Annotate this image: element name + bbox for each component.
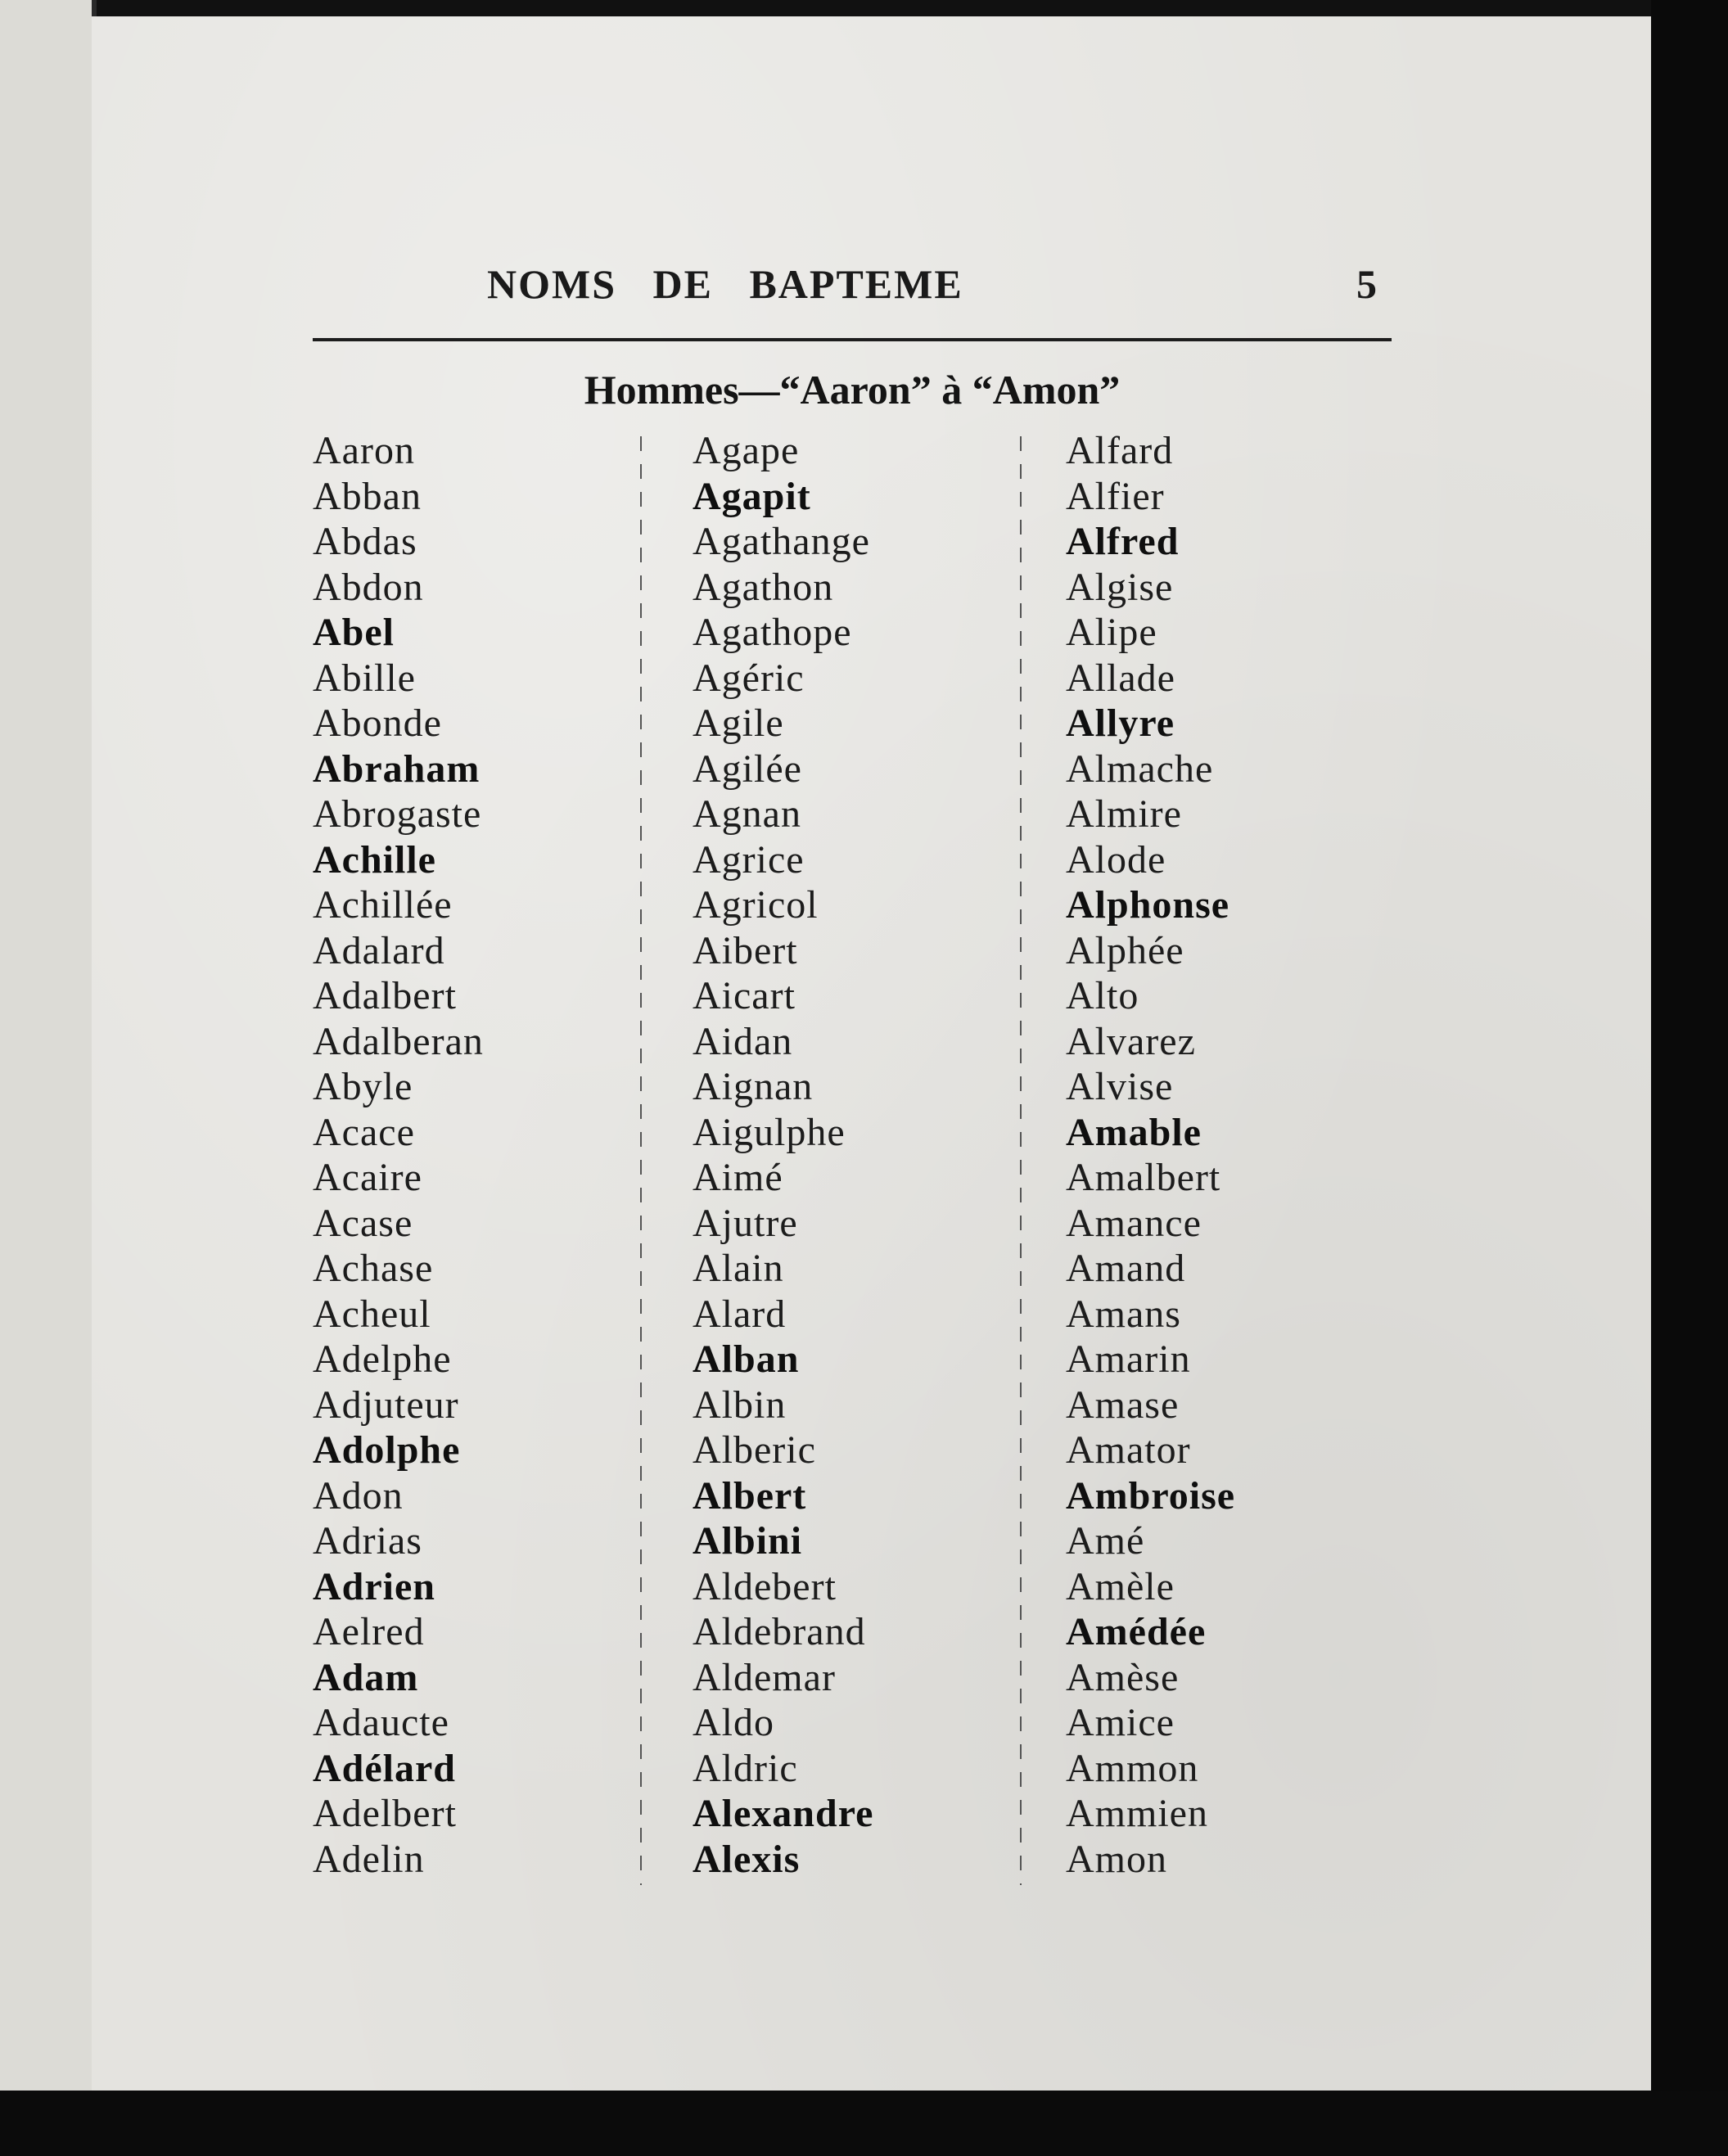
name-entry: Acheul: [313, 1292, 431, 1336]
name-entry: Adon: [313, 1473, 404, 1518]
name-entry: Alphonse: [1066, 883, 1230, 927]
name-entry: Amance: [1066, 1201, 1202, 1245]
name-entry: Aldo: [693, 1701, 774, 1744]
name-entry: Acase: [313, 1201, 413, 1245]
facing-page-edge: [0, 0, 97, 2091]
name-entry: Aldebert: [693, 1564, 837, 1608]
name-entry: Albini: [693, 1519, 803, 1563]
name-entry: Alberic: [693, 1428, 816, 1472]
name-entry: Agathange: [693, 520, 870, 563]
name-entry: Aimé: [693, 1156, 783, 1199]
name-entry: Agilée: [693, 746, 802, 791]
name-entry: Alto: [1066, 974, 1139, 1017]
name-entry: Aldric: [693, 1746, 798, 1790]
name-entry: Albin: [693, 1382, 787, 1427]
section-heading: Hommes—“Aaron” à “Amon”: [584, 367, 1121, 413]
name-entry: Acace: [313, 1110, 415, 1154]
name-entry: Alvise: [1066, 1065, 1174, 1108]
name-entry: Agricol: [693, 883, 819, 927]
name-entry: Abonde: [313, 701, 442, 745]
name-entry: Acaire: [313, 1156, 422, 1199]
name-entry: Alfier: [1066, 474, 1165, 518]
name-entry: Agile: [693, 701, 784, 745]
name-entry: Amalbert: [1066, 1156, 1221, 1199]
name-entry: Alphée: [1066, 928, 1184, 972]
name-entry: Abel: [313, 611, 395, 654]
name-entry: Alexis: [693, 1837, 801, 1881]
name-entry: Amarin: [1066, 1337, 1191, 1381]
name-entry: Alvarez: [1066, 1019, 1196, 1063]
names-column-1: [313, 428, 484, 1882]
column-separator: [640, 436, 642, 1885]
name-entry: Amase: [1066, 1382, 1180, 1427]
name-entry: Agathon: [693, 565, 834, 609]
name-entry: Ambroise: [1066, 1473, 1236, 1518]
name-entry: Aicart: [693, 974, 796, 1017]
name-entry: Amédée: [1066, 1610, 1207, 1653]
name-entry: Adaucte: [313, 1701, 449, 1744]
name-entry: Alipe: [1066, 611, 1157, 654]
names-column-2: [693, 428, 873, 1882]
name-entry: Alain: [693, 1247, 784, 1290]
name-entry: Abrogaste: [313, 792, 482, 836]
name-entry: Amé: [1066, 1519, 1145, 1563]
name-entry: Adolphe: [313, 1428, 461, 1472]
running-title: NOMS DE BAPTEME: [487, 261, 963, 307]
name-entry: Adelphe: [313, 1337, 452, 1381]
name-entry: Aldebrand: [693, 1610, 866, 1653]
name-entry: Aibert: [693, 928, 798, 972]
name-entry: Abraham: [313, 746, 481, 791]
name-entry: Amans: [1066, 1292, 1181, 1336]
name-entry: Alard: [693, 1292, 787, 1336]
name-entry: Adalard: [313, 928, 445, 972]
header-rule: [313, 338, 1392, 341]
name-entry: Agape: [693, 429, 800, 472]
name-entry: Adam: [313, 1655, 419, 1699]
name-entry: Abban: [313, 474, 422, 518]
name-entry: Adelbert: [313, 1792, 457, 1835]
name-entry: Aelred: [313, 1610, 425, 1653]
name-entry: Amator: [1066, 1428, 1191, 1472]
scan-border-right: [1651, 0, 1728, 2156]
name-entry: Alfard: [1066, 429, 1174, 472]
name-entry: Amèle: [1066, 1564, 1175, 1608]
name-entry: Aigulphe: [693, 1110, 846, 1154]
name-entry: Achille: [313, 837, 436, 882]
name-entry: Almire: [1066, 792, 1182, 836]
name-entry: Agéric: [693, 656, 805, 700]
name-entry: Agapit: [693, 474, 811, 518]
name-entry: Abyle: [313, 1065, 413, 1108]
name-entry: Adalbert: [313, 974, 457, 1017]
name-entry: Adélard: [313, 1746, 456, 1790]
name-entry: Almache: [1066, 746, 1214, 791]
name-entry: Abille: [313, 656, 416, 700]
name-entry: Ammon: [1066, 1746, 1199, 1790]
name-entry: Amice: [1066, 1701, 1175, 1744]
name-entry: Abdon: [313, 565, 424, 609]
name-entry: Algise: [1066, 565, 1174, 609]
name-entry: Ajutre: [693, 1201, 798, 1245]
column-separator: [1020, 436, 1022, 1885]
name-entry: Agnan: [693, 792, 801, 836]
name-entry: Alfred: [1066, 520, 1180, 563]
name-entry: Abdas: [313, 520, 417, 563]
page-number: 5: [1356, 261, 1377, 307]
name-entry: Achillée: [313, 883, 453, 927]
scan-border-bottom: [0, 2091, 1728, 2156]
name-entry: Achase: [313, 1247, 434, 1290]
name-entry: Allade: [1066, 656, 1175, 700]
name-entry: Aignan: [693, 1065, 814, 1108]
name-entry: Aidan: [693, 1019, 793, 1063]
name-entry: Ammien: [1066, 1792, 1208, 1835]
name-entry: Allyre: [1066, 701, 1175, 745]
name-entry: Alode: [1066, 837, 1166, 882]
name-entry: Amand: [1066, 1247, 1186, 1290]
name-entry: Adelin: [313, 1837, 425, 1881]
name-entry: Alban: [693, 1337, 800, 1381]
name-entry: Adrien: [313, 1564, 435, 1608]
name-entry: Alexandre: [693, 1792, 874, 1835]
name-entry: Adrias: [313, 1519, 422, 1563]
name-entry: Adjuteur: [313, 1382, 459, 1427]
names-column-3: [1066, 428, 1235, 1882]
name-entry: Albert: [693, 1473, 807, 1518]
name-entry: Agrice: [693, 837, 805, 882]
name-entry: Adalberan: [313, 1019, 484, 1063]
name-entry: Agathope: [693, 611, 852, 654]
name-entry: Amèse: [1066, 1655, 1180, 1699]
name-entry: Amable: [1066, 1110, 1202, 1154]
name-entry: Amon: [1066, 1837, 1167, 1881]
name-entry: Aaron: [313, 429, 415, 472]
name-entry: Aldemar: [693, 1655, 836, 1699]
